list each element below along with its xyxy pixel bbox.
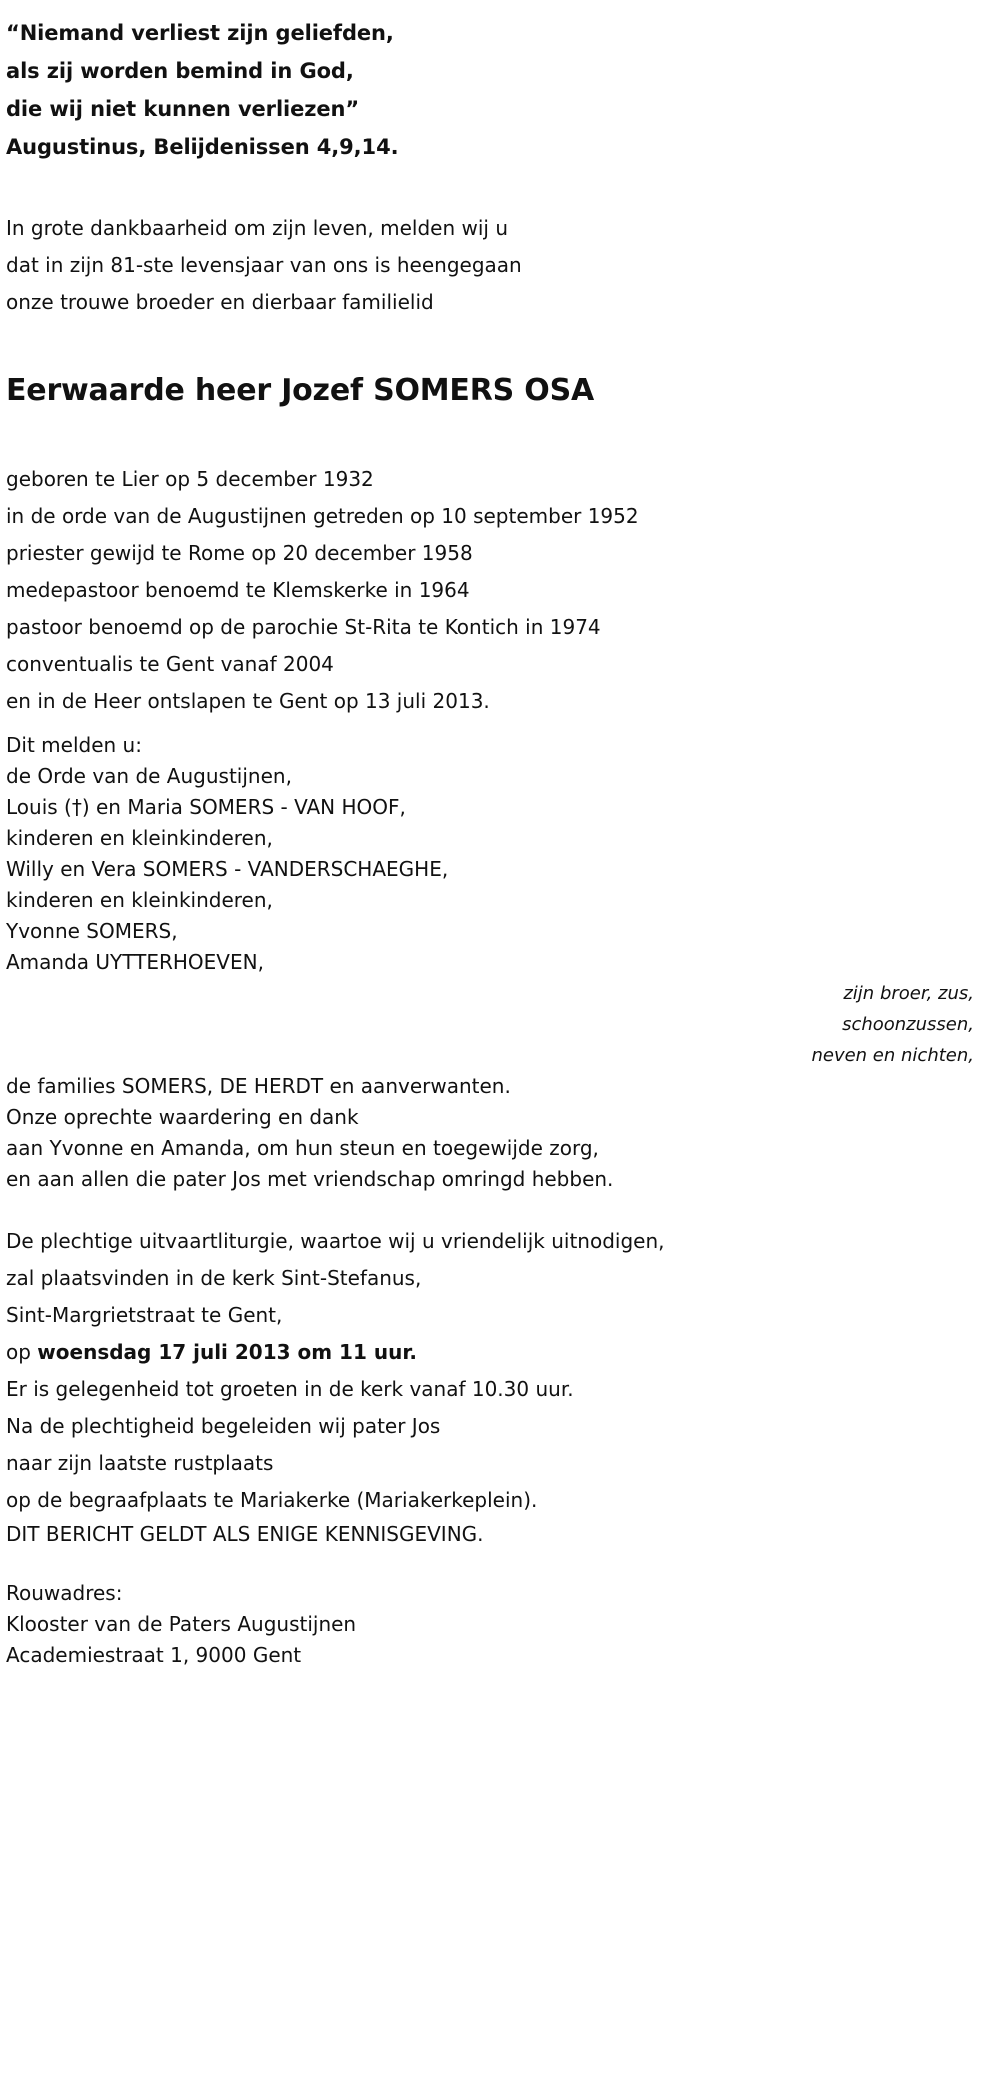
thanks-line: Onze oprechte waardering en dank (6, 1105, 359, 1130)
service-datetime-line (6, 1334, 980, 1371)
biography-line: priester gewijd te Rome op 20 december 1958 (6, 541, 473, 566)
survivor-line: Amanda UYTTERHOEVEN, (6, 950, 264, 975)
service-datetime-value: woensdag 17 juli 2013 om 11 uur. (37, 1340, 417, 1365)
service-section (6, 1223, 980, 1408)
families-line: de families SOMERS, DE HERDT en aanverwanten. (6, 1074, 511, 1099)
mourning-address-line: Academiestraat 1, 9000 Gent (6, 1643, 302, 1668)
biography-line: geboren te Lier op 5 december 1932 (6, 467, 374, 492)
biography-section (6, 461, 980, 720)
survivor-line: kinderen en kleinkinderen, (6, 826, 273, 851)
spacer (6, 166, 980, 210)
announcement-line-1: In grote dankbaarheid om zijn leven, melden wij u (6, 216, 509, 240)
thanks-line: en aan allen die pater Jos met vriendschap omringd hebben. (6, 1167, 614, 1192)
relation-note-line: zijn broer, zus, (843, 983, 974, 1005)
service-datetime-prefix: op (6, 1340, 38, 1365)
quote-attribution: Augustinus, Belijdenissen 4,9,14. (6, 135, 399, 159)
biography-line: in de orde van de Augustijnen getreden op 10 september 1952 (6, 504, 639, 529)
survivor-line: Yvonne SOMERS, (6, 919, 178, 944)
burial-section (6, 1408, 980, 1550)
notice-statement: DIT BERICHT GELDT ALS ENIGE KENNISGEVING. (6, 1522, 484, 1547)
spacer (6, 321, 980, 349)
survivor-line: de Orde van de Augustijnen, (6, 764, 292, 789)
mourning-address-label: Rouwadres: (6, 1581, 123, 1606)
burial-line: op de begraafplaats te Mariakerke (Mariakerkeplein). (6, 1488, 538, 1513)
quote-line-1: “Niemand verliest zijn geliefden, (6, 21, 394, 45)
spacer (6, 1550, 980, 1578)
survivor-line: kinderen en kleinkinderen, (6, 888, 273, 913)
mourning-address-section (6, 1578, 980, 1671)
biography-line: en in de Heer ontslapen te Gent op 13 juli 2013. (6, 689, 490, 714)
service-line-2: zal plaatsvinden in de kerk Sint-Stefanus, (6, 1266, 422, 1291)
relation-note-line: schoonzussen, (842, 1014, 974, 1036)
quote-line-3: die wij niet kunnen verliezen” (6, 97, 360, 121)
survivors-section (6, 730, 980, 1102)
service-greeting-line: Er is gelegenheid tot groeten in de kerk vanaf 10.30 uur. (6, 1377, 574, 1402)
spacer (6, 433, 980, 461)
announcement-line-3: onze trouwe broeder en dierbaar familielid (6, 290, 434, 314)
announcement-section (6, 210, 980, 321)
biography-line: pastoor benoemd op de parochie St-Rita te Kontich in 1974 (6, 615, 601, 640)
relation-note-line: neven en nichten, (811, 1045, 974, 1067)
burial-line: Na de plechtigheid begeleiden wij pater Jos (6, 1414, 441, 1439)
deceased-name-heading: Eerwaarde heer Jozef SOMERS OSA (6, 373, 594, 409)
quote-line-2: als zij worden bemind in God, (6, 59, 354, 83)
thanks-section (6, 1102, 980, 1195)
thanks-line: aan Yvonne en Amanda, om hun steun en toegewijde zorg, (6, 1136, 599, 1161)
burial-line: naar zijn laatste rustplaats (6, 1451, 274, 1476)
biography-line: conventualis te Gent vanaf 2004 (6, 652, 334, 677)
mourning-address-line: Klooster van de Paters Augustijnen (6, 1612, 357, 1637)
announcement-line-2: dat in zijn 81-ste levensjaar van ons is heengegaan (6, 253, 522, 277)
survivor-line: Willy en Vera SOMERS - VANDERSCHAEGHE, (6, 857, 449, 882)
spacer (6, 1195, 980, 1223)
survivors-intro: Dit melden u: (6, 733, 142, 758)
survivor-line: Louis (†) en Maria SOMERS - VAN HOOF, (6, 795, 406, 820)
spacer (6, 720, 980, 730)
service-line-3: Sint-Margrietstraat te Gent, (6, 1303, 283, 1328)
biography-line: medepastoor benoemd te Klemskerke in 1964 (6, 578, 470, 603)
quote-section (6, 14, 980, 166)
service-line-1: De plechtige uitvaartliturgie, waartoe wij u vriendelijk uitnodigen, (6, 1229, 665, 1254)
